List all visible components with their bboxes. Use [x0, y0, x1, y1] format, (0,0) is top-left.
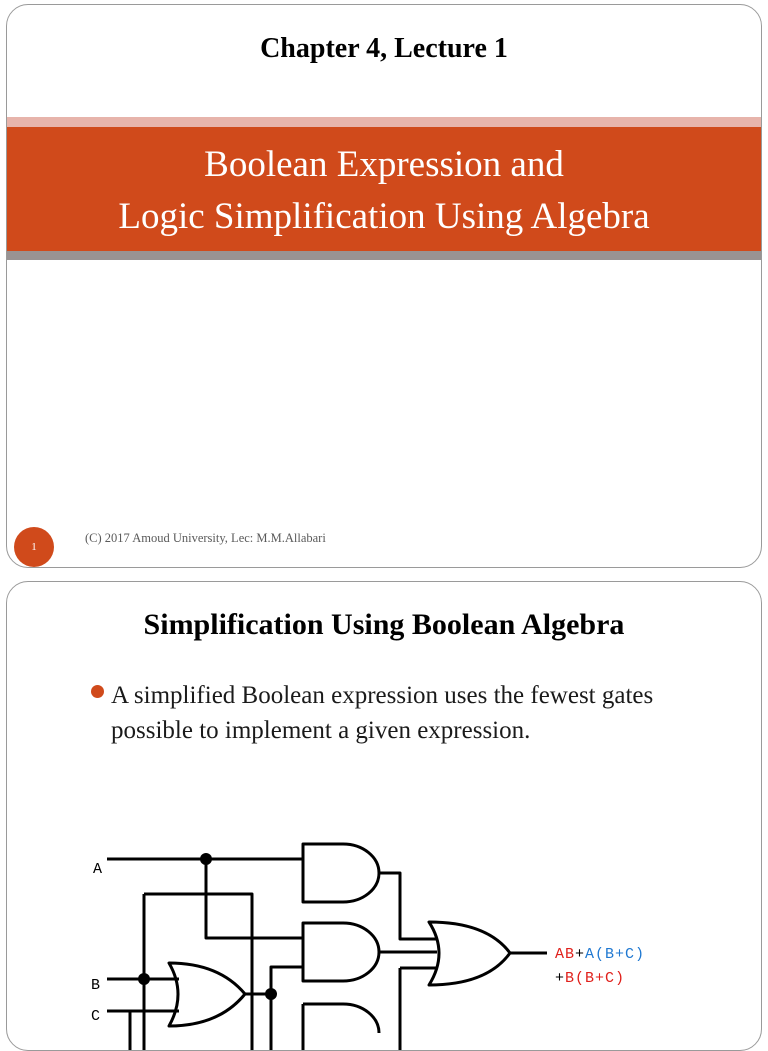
junction-or1 — [265, 988, 277, 1000]
title-band — [7, 127, 761, 251]
title-line-2: Logic Simplification Using Algebra — [118, 196, 650, 237]
output-expression-line-2: +B(B+C) — [555, 970, 626, 987]
input-label-c: C — [91, 1008, 101, 1025]
output-expression-line-1: AB+A(B+C) — [555, 946, 646, 963]
wire-or1-to-and2 — [271, 967, 303, 994]
bullet-text: A simplified Boolean expression uses the fewest gates possible to implement a given expression. — [111, 682, 654, 744]
input-label-b: B — [91, 977, 101, 994]
chapter-heading: Chapter 4, Lecture 1 — [260, 33, 508, 64]
wire-and1-out — [379, 873, 437, 939]
junction-b — [138, 973, 150, 985]
junction-a — [200, 853, 212, 865]
and-gate-3 — [303, 1004, 379, 1033]
and-gate-2 — [303, 923, 379, 981]
wire-b-route — [144, 894, 252, 1051]
or-gate-1 — [169, 963, 245, 1026]
title-band-bottom-stripe — [7, 251, 761, 260]
and-gate-1 — [303, 844, 379, 902]
title-slide — [6, 4, 762, 568]
title-line-1: Boolean Expression and — [204, 144, 564, 185]
or-gate-2 — [429, 922, 510, 985]
wire-a-branch — [206, 859, 303, 938]
slide-number-badge: 1 — [14, 527, 54, 567]
slide-title: Simplification Using Boolean Algebra — [143, 608, 625, 641]
logic-circuit-diagram — [7, 582, 762, 1051]
input-label-a: A — [93, 861, 103, 878]
title-band-top-stripe — [7, 117, 761, 127]
footer-copyright: (C) 2017 Amoud University, Lec: M.M.Allabari — [85, 531, 326, 545]
content-slide — [6, 581, 762, 1051]
